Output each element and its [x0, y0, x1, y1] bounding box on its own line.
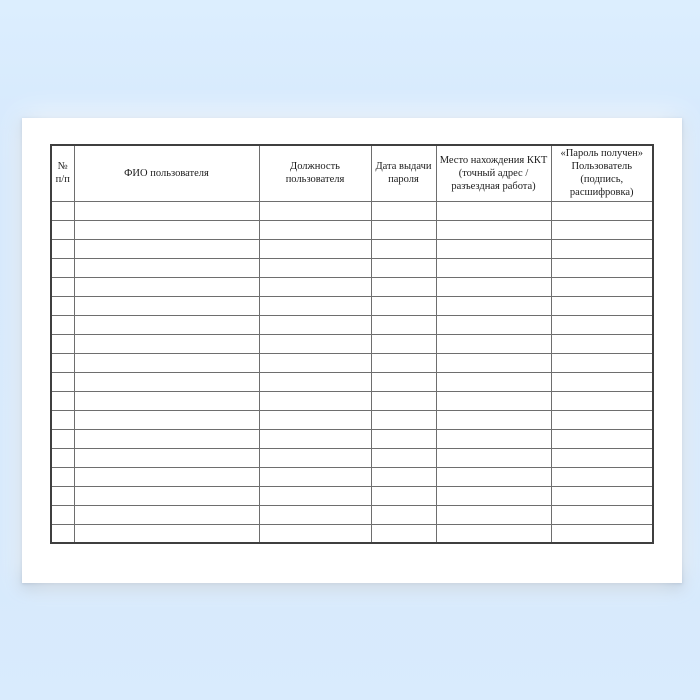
table-cell-parol-poluchen — [551, 429, 653, 448]
table-cell-num — [51, 524, 74, 543]
table-cell-num — [51, 220, 74, 239]
table-header — [51, 145, 653, 201]
table-row — [51, 220, 653, 239]
column-header-fio: ФИО пользователя — [74, 145, 259, 201]
table-cell-mesto — [436, 353, 551, 372]
table-cell-mesto — [436, 391, 551, 410]
table-cell-fio — [74, 334, 259, 353]
table-cell-fio — [74, 201, 259, 220]
table-cell-fio — [74, 315, 259, 334]
table-row — [51, 334, 653, 353]
table-cell-fio — [74, 353, 259, 372]
table-cell-dolzhnost — [259, 486, 371, 505]
table-cell-mesto — [436, 486, 551, 505]
table-cell-data-vydachi — [371, 524, 436, 543]
table-cell-data-vydachi — [371, 448, 436, 467]
table-cell-data-vydachi — [371, 486, 436, 505]
table-cell-mesto — [436, 372, 551, 391]
table-cell-mesto — [436, 315, 551, 334]
table-cell-mesto — [436, 258, 551, 277]
table-cell-mesto — [436, 505, 551, 524]
table-row — [51, 277, 653, 296]
table-cell-parol-poluchen — [551, 220, 653, 239]
table-cell-data-vydachi — [371, 239, 436, 258]
table-row — [51, 448, 653, 467]
table-cell-dolzhnost — [259, 220, 371, 239]
table-cell-dolzhnost — [259, 410, 371, 429]
table-cell-fio — [74, 410, 259, 429]
column-header-num: № п/п — [51, 145, 74, 201]
table-cell-parol-poluchen — [551, 258, 653, 277]
table-cell-mesto — [436, 410, 551, 429]
table-cell-fio — [74, 391, 259, 410]
table-cell-dolzhnost — [259, 429, 371, 448]
table-row — [51, 505, 653, 524]
table-cell-num — [51, 315, 74, 334]
table-cell-parol-poluchen — [551, 296, 653, 315]
table-cell-mesto — [436, 277, 551, 296]
table-cell-data-vydachi — [371, 353, 436, 372]
table-row — [51, 296, 653, 315]
table-cell-num — [51, 467, 74, 486]
table-cell-fio — [74, 296, 259, 315]
table-cell-dolzhnost — [259, 448, 371, 467]
table-cell-data-vydachi — [371, 201, 436, 220]
table-cell-parol-poluchen — [551, 353, 653, 372]
table-cell-parol-poluchen — [551, 486, 653, 505]
table-cell-data-vydachi — [371, 467, 436, 486]
table-cell-fio — [74, 524, 259, 543]
table-cell-dolzhnost — [259, 315, 371, 334]
table-cell-num — [51, 429, 74, 448]
table-cell-fio — [74, 486, 259, 505]
table-row — [51, 353, 653, 372]
table-cell-num — [51, 258, 74, 277]
table-cell-num — [51, 372, 74, 391]
table-row — [51, 258, 653, 277]
table-cell-num — [51, 448, 74, 467]
table-cell-mesto — [436, 448, 551, 467]
table-cell-dolzhnost — [259, 277, 371, 296]
table-cell-num — [51, 296, 74, 315]
table-cell-num — [51, 334, 74, 353]
password-log-table — [50, 144, 654, 544]
table-cell-parol-poluchen — [551, 524, 653, 543]
table-cell-num — [51, 505, 74, 524]
table-cell-data-vydachi — [371, 505, 436, 524]
table-row — [51, 239, 653, 258]
table-cell-parol-poluchen — [551, 239, 653, 258]
table-cell-data-vydachi — [371, 296, 436, 315]
table-body — [51, 201, 653, 543]
table-row — [51, 315, 653, 334]
table-cell-parol-poluchen — [551, 467, 653, 486]
table-cell-dolzhnost — [259, 467, 371, 486]
table-cell-data-vydachi — [371, 391, 436, 410]
table-row — [51, 524, 653, 543]
table-cell-dolzhnost — [259, 524, 371, 543]
table-cell-mesto — [436, 201, 551, 220]
table-cell-mesto — [436, 467, 551, 486]
table-cell-parol-poluchen — [551, 334, 653, 353]
table-cell-parol-poluchen — [551, 372, 653, 391]
table-cell-data-vydachi — [371, 334, 436, 353]
table-cell-data-vydachi — [371, 220, 436, 239]
table-row — [51, 410, 653, 429]
paper-sheet — [22, 118, 682, 583]
column-header-data-vydachi: Дата выдачи пароля — [371, 145, 436, 201]
table-cell-dolzhnost — [259, 258, 371, 277]
table-cell-mesto — [436, 220, 551, 239]
table-row — [51, 486, 653, 505]
table-cell-num — [51, 353, 74, 372]
table-cell-mesto — [436, 239, 551, 258]
table-cell-parol-poluchen — [551, 448, 653, 467]
table-cell-dolzhnost — [259, 353, 371, 372]
table-row — [51, 372, 653, 391]
table-cell-data-vydachi — [371, 258, 436, 277]
table-cell-parol-poluchen — [551, 201, 653, 220]
table-cell-mesto — [436, 524, 551, 543]
table-cell-num — [51, 277, 74, 296]
table-cell-dolzhnost — [259, 372, 371, 391]
column-header-mesto: Место нахождения ККТ (точный адрес / разъездная работа) — [436, 145, 551, 201]
column-header-parol-poluchen: «Пароль получен» Пользователь (подпись, расшифровка) — [551, 145, 653, 201]
table-cell-fio — [74, 277, 259, 296]
table-cell-mesto — [436, 296, 551, 315]
table-row — [51, 201, 653, 220]
table-cell-parol-poluchen — [551, 505, 653, 524]
table-cell-data-vydachi — [371, 277, 436, 296]
table-cell-data-vydachi — [371, 372, 436, 391]
table-header-row — [51, 145, 653, 201]
column-header-dolzhnost: Должность пользователя — [259, 145, 371, 201]
table-cell-num — [51, 410, 74, 429]
table-cell-fio — [74, 467, 259, 486]
table-row — [51, 429, 653, 448]
table-cell-num — [51, 486, 74, 505]
table-cell-fio — [74, 372, 259, 391]
table-cell-data-vydachi — [371, 315, 436, 334]
table-cell-num — [51, 391, 74, 410]
table-cell-dolzhnost — [259, 201, 371, 220]
table-row — [51, 467, 653, 486]
table-cell-dolzhnost — [259, 334, 371, 353]
table-cell-num — [51, 201, 74, 220]
table-cell-num — [51, 239, 74, 258]
table-cell-fio — [74, 448, 259, 467]
table-cell-parol-poluchen — [551, 315, 653, 334]
table-cell-parol-poluchen — [551, 410, 653, 429]
table-cell-fio — [74, 239, 259, 258]
table-cell-fio — [74, 220, 259, 239]
table-cell-parol-poluchen — [551, 391, 653, 410]
table-cell-data-vydachi — [371, 429, 436, 448]
table-cell-fio — [74, 258, 259, 277]
table-row — [51, 391, 653, 410]
table-cell-fio — [74, 505, 259, 524]
table-cell-mesto — [436, 429, 551, 448]
table-cell-data-vydachi — [371, 410, 436, 429]
table-cell-dolzhnost — [259, 296, 371, 315]
table-cell-dolzhnost — [259, 391, 371, 410]
table-cell-dolzhnost — [259, 505, 371, 524]
table-cell-fio — [74, 429, 259, 448]
table-cell-dolzhnost — [259, 239, 371, 258]
table-cell-parol-poluchen — [551, 277, 653, 296]
table-cell-mesto — [436, 334, 551, 353]
